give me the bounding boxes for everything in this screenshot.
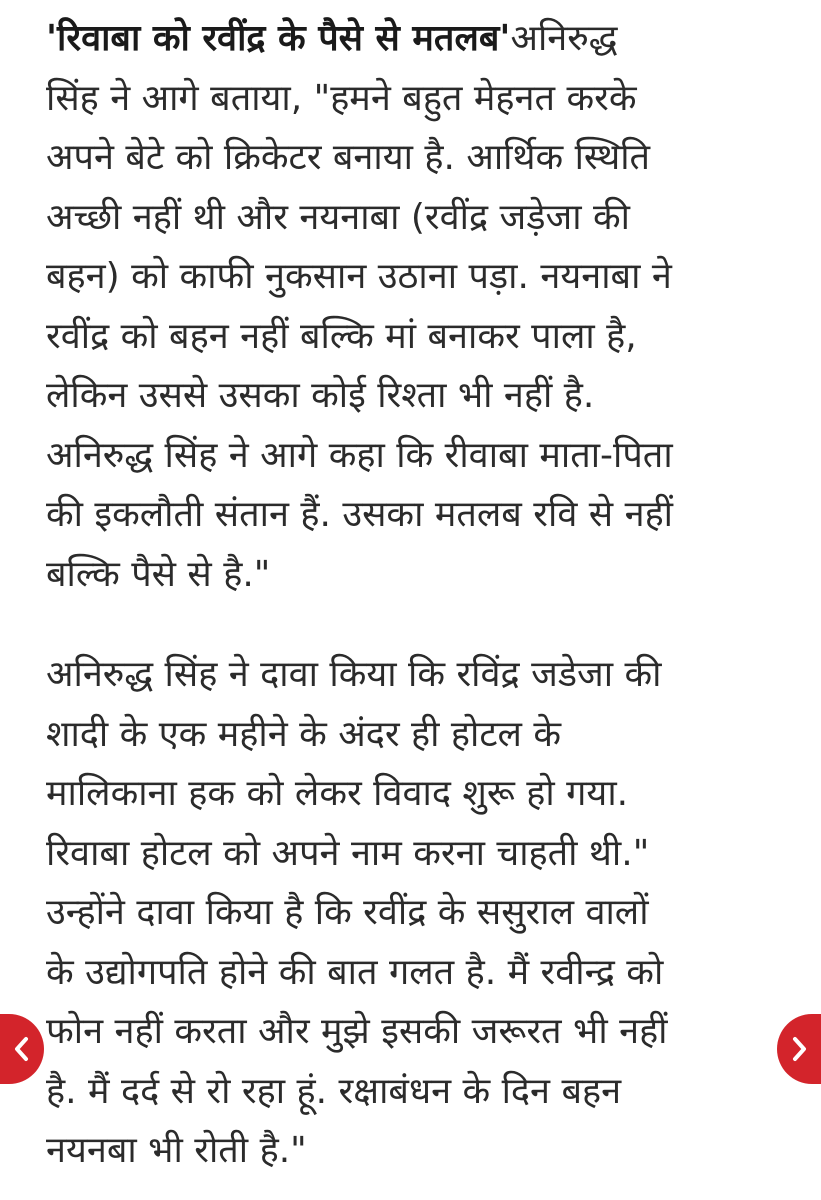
text-line: रिवाबा होटल को अपने नाम करना चाहती थी.": [46, 832, 650, 874]
text-line: के उद्योगपति होने की बात गलत है. मैं रवीन्द्र को: [46, 951, 664, 993]
text-line: अनिरुद्ध सिंह ने आगे कहा कि रीवाबा माता-पिता: [46, 434, 673, 476]
text-line: बहन) को काफी नुकसान उठाना पड़ा. नयनाबा ने: [46, 256, 672, 297]
text-line: अच्छी नहीं थी और नयनाबा (रवींद्र जड़ेजा की: [46, 196, 630, 238]
text-line: अपने बेटे को क्रिकेटर बनाया है. आर्थिक स्थिति: [46, 137, 651, 178]
subheading: 'रिवाबा को रवींद्र के पैसे से मतलब': [46, 18, 511, 59]
text-fragment: अनिरुद्ध: [510, 18, 618, 59]
text-line: रवींद्र को बहन नहीं बल्कि मां बनाकर पाला है,: [46, 315, 637, 357]
text-line: [46, 9, 771, 69]
text-line: फोन नहीं करता और मुझे इसकी जरूरत भी नहीं: [46, 1011, 668, 1052]
text-line: नयनबा भी रोती है.": [46, 1130, 307, 1171]
text-line: सिंह ने आगे बताया, "हमने बहुत मेहनत करके: [46, 77, 637, 119]
text-line: बल्कि पैसे से है.": [46, 553, 271, 595]
article-paragraph: [46, 645, 771, 1181]
text-line: की इकलौती संतान हैं. उसका मतलब रवि से नहीं: [46, 494, 674, 535]
text-line: मालिकाना हक को लेकर विवाद शुरू हो गया.: [46, 773, 629, 814]
text-line: शादी के एक महीने के अंदर ही होटल के: [46, 713, 562, 755]
text-line: है. मैं दर्द से रो रहा हूं. रक्षाबंधन के दिन बहन: [46, 1070, 622, 1112]
text-line: उन्होंने दावा किया है कि रवींद्र के ससुराल वालों: [46, 892, 649, 933]
text-line: लेकिन उससे उसका कोई रिश्ता भी नहीं है.: [46, 375, 595, 416]
article-paragraph: [46, 0, 771, 604]
chevron-right-icon: [788, 1034, 810, 1064]
chevron-left-icon: [11, 1034, 33, 1064]
text-line: अनिरुद्ध सिंह ने दावा किया कि रविंद्र जडेजा की: [46, 654, 662, 695]
